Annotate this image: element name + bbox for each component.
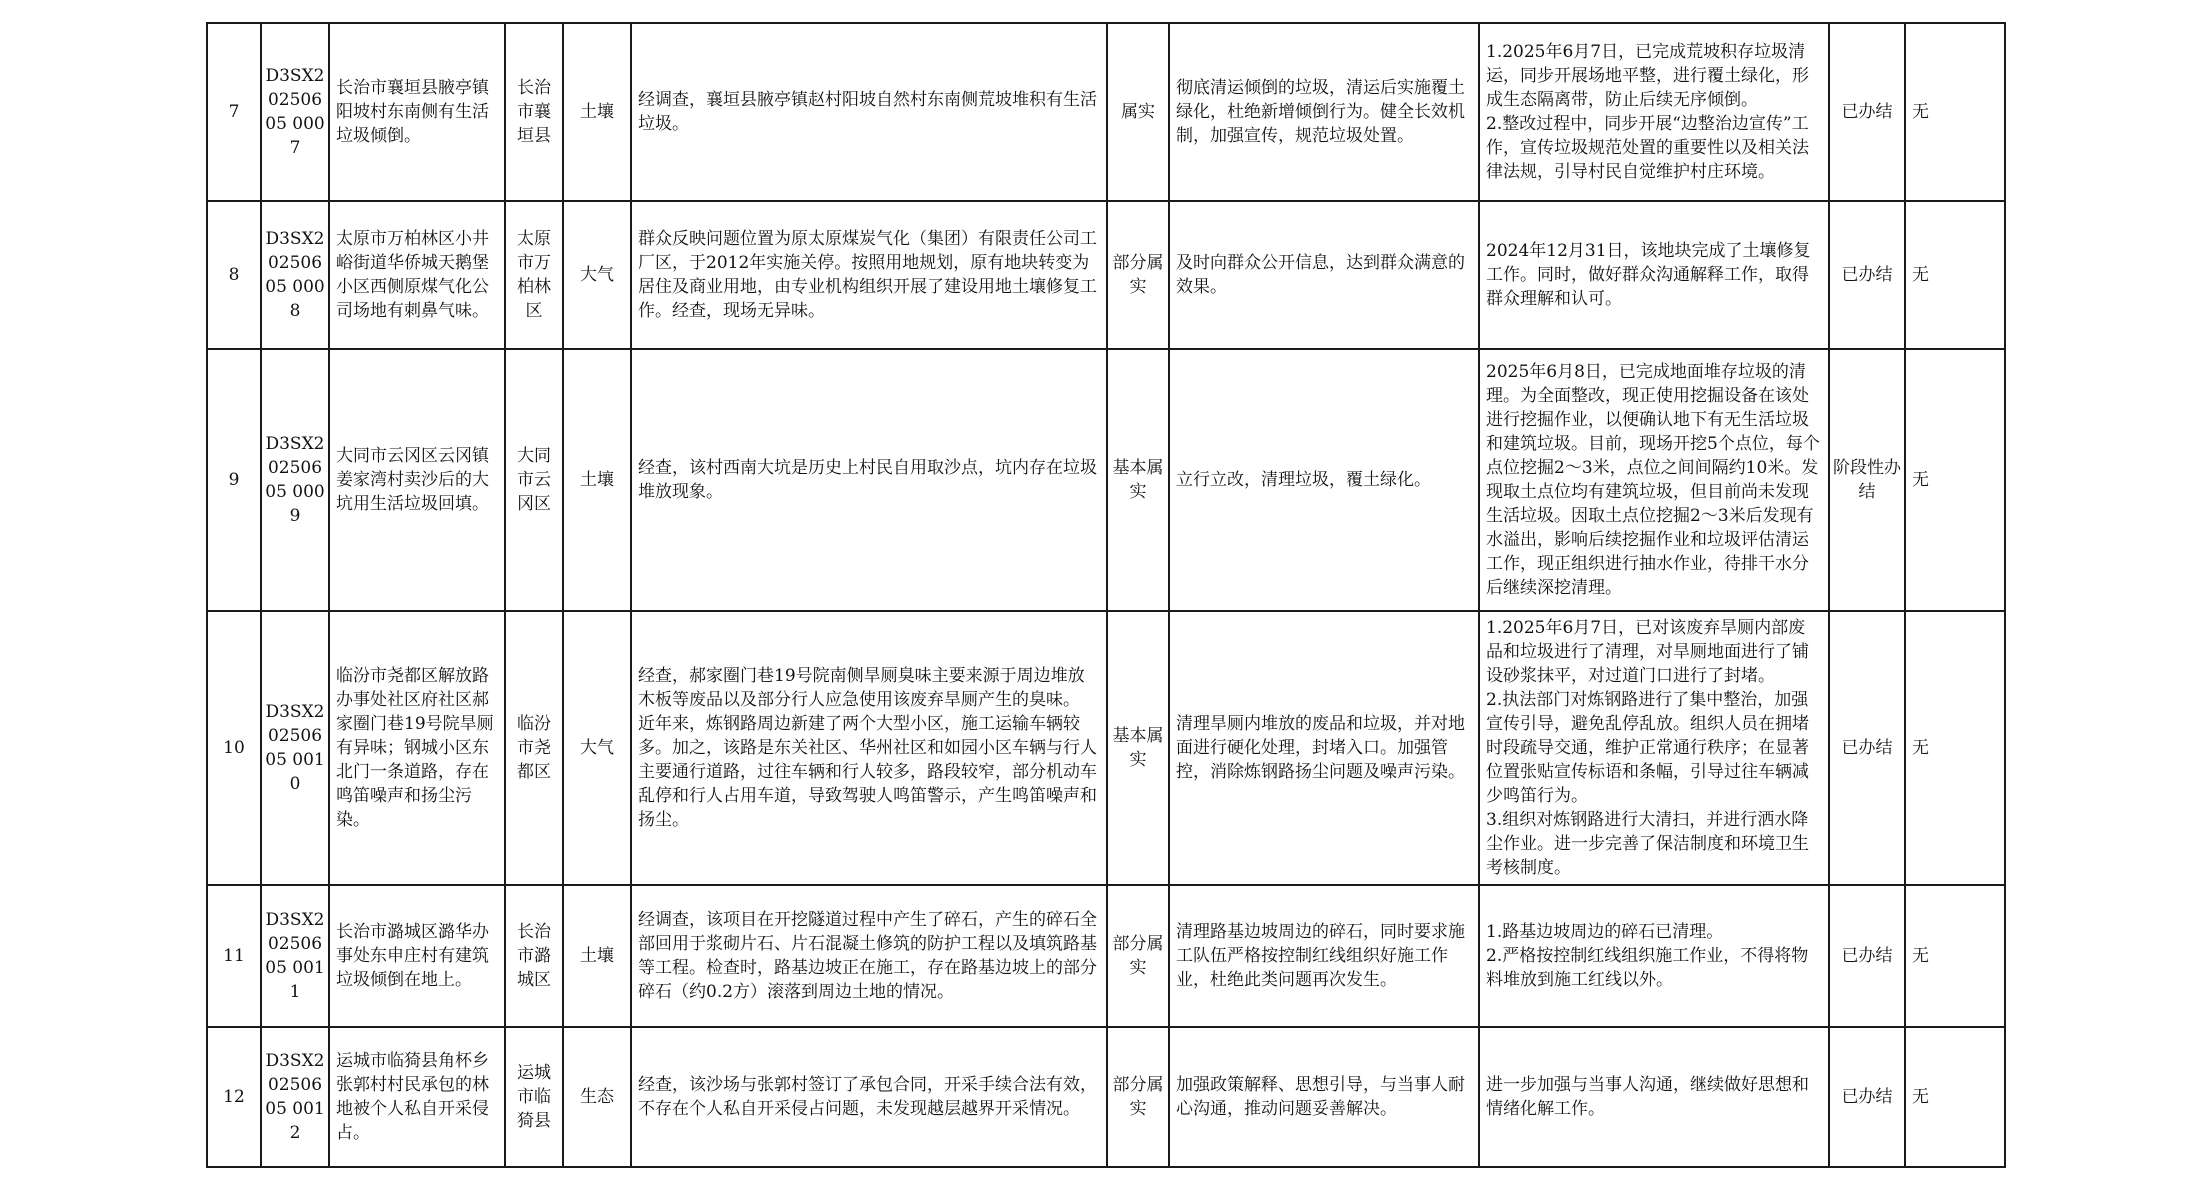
- row-number: 11: [207, 885, 261, 1027]
- rectification-progress: 1.路基边坡周边的碎石已清理。 2.严格按控制红线组织施工作业，不得将物料堆放到施工红线以外。: [1479, 885, 1829, 1027]
- table-row: [207, 23, 2005, 201]
- administrative-region: 长治市襄垣县: [505, 23, 563, 201]
- case-code: D3SX20250605 0010: [261, 611, 329, 885]
- reported-issue: 长治市潞城区潞华办事处东申庄村有建筑垃圾倾倒在地上。: [329, 885, 505, 1027]
- rectification-progress: 2024年12月31日，该地块完成了土壤修复工作。同时，做好群众沟通解释工作，取得群众理解和认可。: [1479, 201, 1829, 349]
- pollution-category: 土壤: [563, 349, 631, 611]
- completion-status: 已办结: [1829, 611, 1905, 885]
- row-number: 9: [207, 349, 261, 611]
- complaint-handling-table-container: [206, 22, 2004, 1168]
- rectification-plan: 加强政策解释、思想引导，与当事人耐心沟通，推动问题妥善解决。: [1169, 1027, 1479, 1167]
- rectification-plan: 立行立改，清理垃圾，覆土绿化。: [1169, 349, 1479, 611]
- case-code: D3SX20250605 0008: [261, 201, 329, 349]
- completion-status: 已办结: [1829, 1027, 1905, 1167]
- table-row: [207, 1027, 2005, 1167]
- accountability-info: 无: [1905, 23, 2005, 201]
- completion-status: 已办结: [1829, 23, 1905, 201]
- complaint-handling-table: [206, 22, 2006, 1168]
- row-number: 10: [207, 611, 261, 885]
- accountability-info: 无: [1905, 349, 2005, 611]
- verification-verdict: 基本属实: [1107, 349, 1169, 611]
- reported-issue: 大同市云冈区云冈镇姜家湾村卖沙后的大坑用生活垃圾回填。: [329, 349, 505, 611]
- rectification-progress: 2025年6月8日，已完成地面堆存垃圾的清理。为全面整改，现正使用挖掘设备在该处进行挖掘作业，以便确认地下有无生活垃圾和建筑垃圾。目前，现场开挖5个点位，每个点位挖掘2～3米，点位之间间隔约10米。发现取土点位均有建筑垃圾，但目前尚未发现生活垃圾。因取土点位挖掘2～3米后发现有水溢出，影响后续挖掘作业和垃圾评估清运工作，现正组织进行抽水作业，待排干水分后继续深挖清理。: [1479, 349, 1829, 611]
- completion-status: 已办结: [1829, 201, 1905, 349]
- administrative-region: 大同市云冈区: [505, 349, 563, 611]
- pollution-category: 土壤: [563, 23, 631, 201]
- case-code: D3SX20250605 0007: [261, 23, 329, 201]
- investigation-result: 经查，郝家圈门巷19号院南侧旱厕臭味主要来源于周边堆放木板等废品以及部分行人应急使用该废弃旱厕产生的臭味。 近年来，炼钢路周边新建了两个大型小区，施工运输车辆较多。加之，该路是东关社区、华州社区和如园小区车辆与行人主要通行道路，过往车辆和行人较多，路段较窄，部分机动车乱停和行人占用车道，导致驾驶人鸣笛警示，产生鸣笛噪声和扬尘。: [631, 611, 1107, 885]
- pollution-category: 大气: [563, 201, 631, 349]
- row-number: 7: [207, 23, 261, 201]
- accountability-info: 无: [1905, 611, 2005, 885]
- completion-status: 阶段性办结: [1829, 349, 1905, 611]
- rectification-plan: 清理旱厕内堆放的废品和垃圾，并对地面进行硬化处理，封堵入口。加强管控，消除炼钢路扬尘问题及噪声污染。: [1169, 611, 1479, 885]
- accountability-info: 无: [1905, 885, 2005, 1027]
- rectification-progress: 1.2025年6月7日，已完成荒坡积存垃圾清运，同步开展场地平整，进行覆土绿化，形成生态隔离带，防止后续无序倾倒。 2.整改过程中，同步开展“边整治边宣传”工作，宣传垃圾规范处置的重要性以及相关法律法规，引导村民自觉维护村庄环境。: [1479, 23, 1829, 201]
- table-row: [207, 611, 2005, 885]
- row-number: 12: [207, 1027, 261, 1167]
- accountability-info: 无: [1905, 201, 2005, 349]
- investigation-result: 经查，该村西南大坑是历史上村民自用取沙点，坑内存在垃圾堆放现象。: [631, 349, 1107, 611]
- verification-verdict: 部分属实: [1107, 885, 1169, 1027]
- verification-verdict: 部分属实: [1107, 201, 1169, 349]
- pollution-category: 土壤: [563, 885, 631, 1027]
- verification-verdict: 基本属实: [1107, 611, 1169, 885]
- rectification-progress: 1.2025年6月7日，已对该废弃旱厕内部废品和垃圾进行了清理，对旱厕地面进行了铺设砂浆抹平，对过道门口进行了封堵。 2.执法部门对炼钢路进行了集中整治，加强宣传引导，避免乱停乱放。组织人员在拥堵时段疏导交通，维护正常通行秩序；在显著位置张贴宣传标语和条幅，引导过往车辆减少鸣笛行为。 3.组织对炼钢路进行大清扫，并进行洒水降尘作业。进一步完善了保洁制度和环境卫生考核制度。: [1479, 611, 1829, 885]
- pollution-category: 生态: [563, 1027, 631, 1167]
- case-code: D3SX20250605 0012: [261, 1027, 329, 1167]
- accountability-info: 无: [1905, 1027, 2005, 1167]
- investigation-result: 经调查，该项目在开挖隧道过程中产生了碎石，产生的碎石全部回用于浆砌片石、片石混凝土修筑的防护工程以及填筑路基等工程。检查时，路基边坡正在施工，存在路基边坡上的部分碎石（约0.2方）滚落到周边土地的情况。: [631, 885, 1107, 1027]
- rectification-plan: 及时向群众公开信息，达到群众满意的效果。: [1169, 201, 1479, 349]
- case-code: D3SX20250605 0009: [261, 349, 329, 611]
- table-row: [207, 349, 2005, 611]
- table-row: [207, 885, 2005, 1027]
- table-row: [207, 201, 2005, 349]
- investigation-result: 经调查，襄垣县腋亭镇赵村阳坡自然村东南侧荒坡堆积有生活垃圾。: [631, 23, 1107, 201]
- investigation-result: 经查，该沙场与张郭村签订了承包合同，开采手续合法有效，不存在个人私自开采侵占问题，未发现越层越界开采情况。: [631, 1027, 1107, 1167]
- reported-issue: 太原市万柏林区小井峪街道华侨城天鹅堡小区西侧原煤气化公司场地有刺鼻气味。: [329, 201, 505, 349]
- rectification-plan: 彻底清运倾倒的垃圾，清运后实施覆土绿化，杜绝新增倾倒行为。健全长效机制，加强宣传，规范垃圾处置。: [1169, 23, 1479, 201]
- rectification-plan: 清理路基边坡周边的碎石，同时要求施工队伍严格按控制红线组织好施工作业，杜绝此类问题再次发生。: [1169, 885, 1479, 1027]
- administrative-region: 临汾市尧都区: [505, 611, 563, 885]
- administrative-region: 运城市临猗县: [505, 1027, 563, 1167]
- reported-issue: 临汾市尧都区解放路办事处社区府社区郝家圈门巷19号院旱厕有异味；钢城小区东北门一条道路，存在鸣笛噪声和扬尘污染。: [329, 611, 505, 885]
- administrative-region: 长治市潞城区: [505, 885, 563, 1027]
- administrative-region: 太原市万柏林区: [505, 201, 563, 349]
- reported-issue: 运城市临猗县角杯乡张郭村村民承包的林地被个人私自开采侵占。: [329, 1027, 505, 1167]
- verification-verdict: 部分属实: [1107, 1027, 1169, 1167]
- reported-issue: 长治市襄垣县腋亭镇阳坡村东南侧有生活垃圾倾倒。: [329, 23, 505, 201]
- completion-status: 已办结: [1829, 885, 1905, 1027]
- pollution-category: 大气: [563, 611, 631, 885]
- verification-verdict: 属实: [1107, 23, 1169, 201]
- case-code: D3SX20250605 0011: [261, 885, 329, 1027]
- investigation-result: 群众反映问题位置为原太原煤炭气化（集团）有限责任公司工厂区，于2012年实施关停。按照用地规划，原有地块转变为居住及商业用地，由专业机构组织开展了建设用地土壤修复工作。经查，现场无异味。: [631, 201, 1107, 349]
- rectification-progress: 进一步加强与当事人沟通，继续做好思想和情绪化解工作。: [1479, 1027, 1829, 1167]
- row-number: 8: [207, 201, 261, 349]
